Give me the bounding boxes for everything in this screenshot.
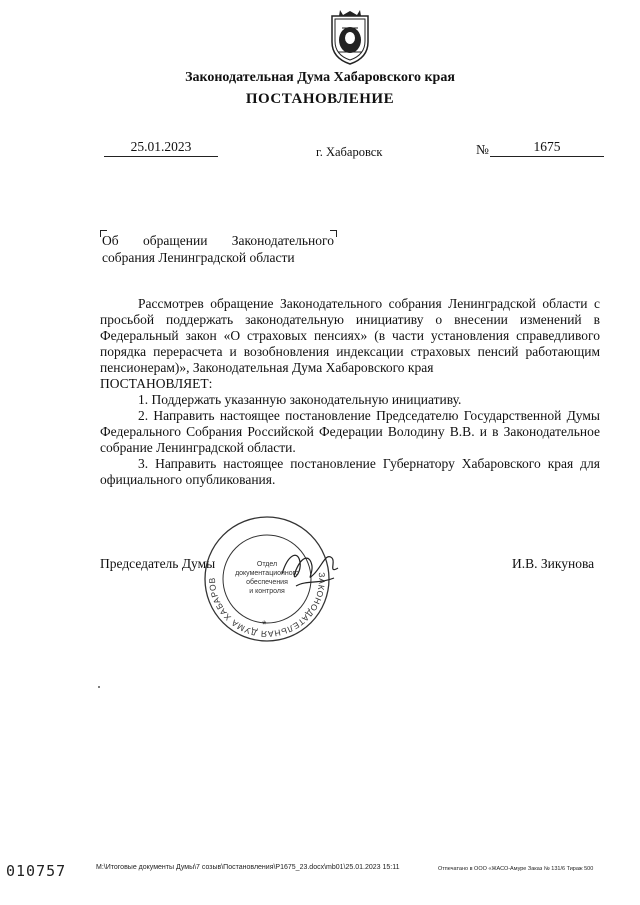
- subject-line-2: собрания Ленинградской области: [102, 250, 295, 265]
- document-date: 25.01.2023: [104, 139, 218, 157]
- subject-word: обращении: [143, 233, 208, 248]
- resolution-item: 2. Направить настоящее постановление Председателю Государственной Думы Федерального Собрания Российской Федерации Володину В.В. и в Законодательное собрание Ленинградской области.: [100, 408, 600, 455]
- document-number: 1675: [490, 139, 604, 157]
- stamp-center-line: обеспечения: [246, 579, 288, 586]
- document-registration-code: 010757: [6, 862, 67, 880]
- number-sign: №: [476, 142, 489, 157]
- signatory-name: И.В. Зикунова: [512, 556, 595, 571]
- resolution-item: 3. Направить настоящее постановление Губернатору Хабаровского края для официального опубликования.: [100, 456, 600, 487]
- stamp-center-line: и контроля: [249, 588, 285, 595]
- resolves-heading: ПОСТАНОВЛЯЕТ:: [100, 376, 213, 391]
- document-city: г. Хабаровск: [316, 145, 383, 159]
- subject-line-1: [102, 232, 334, 249]
- signatory-title: Председатель Думы: [100, 556, 216, 571]
- stamp-center-line: Отдел: [256, 561, 278, 568]
- footer-file-path: M:\Итоговые документы Думы\7 созыв\Постановления\P1675_23.docx\mb01\25.01.2023 15:11: [96, 864, 400, 871]
- scan-speck: [98, 686, 100, 688]
- footer-printer-note: Отпечатано в ООО «ЖАСО-Амуре Заказ № 131/6 Тираж 500: [438, 866, 594, 872]
- coat-of-arms-emblem: [328, 8, 372, 66]
- stamp-ring-text: ЗАКОНОДАТЕЛЬНАЯ ДУМА ХАБАРОВ: [206, 572, 328, 640]
- stamp-center-line: документационного: [235, 570, 299, 577]
- preamble-paragraph: Рассмотрев обращение Законодательного собрания Ленинградской области с просьбой поддержать законодательную инициативу о внесении изменений в Федеральный закон «О страховых пенсиях» (в части установления справедливого порядка перерасчета и возобновления индексации страховых пенсий работающим пенсионерам)», Законодательная Дума Хабаровского края: [100, 296, 600, 375]
- organization-name: Законодательная Дума Хабаровского края: [185, 70, 455, 85]
- document-subject: [102, 232, 334, 266]
- stamp-star: *: [262, 619, 267, 631]
- document-body: [100, 296, 600, 488]
- handwritten-signature: [276, 544, 346, 594]
- resolution-item: 1. Поддержать указанную законодательную инициативу.: [138, 392, 462, 407]
- subject-word: Законодательного: [231, 233, 334, 248]
- subject-word: Об: [102, 233, 119, 248]
- document-type: ПОСТАНОВЛЕНИЕ: [245, 91, 395, 107]
